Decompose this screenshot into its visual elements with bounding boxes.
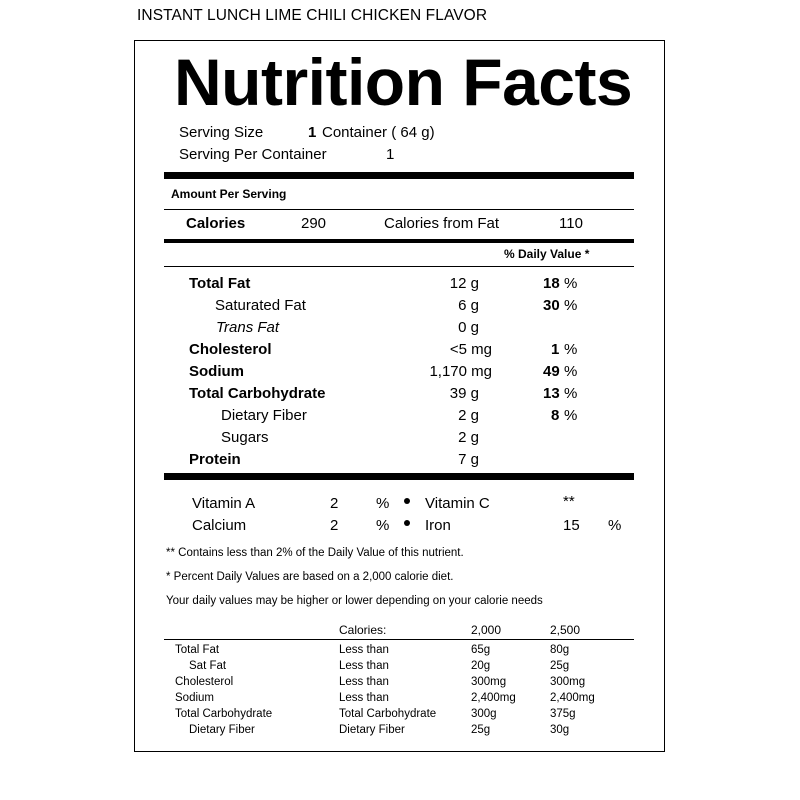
nutrient-amount: 1,170 mg <box>429 363 492 380</box>
calcium-value: 2 <box>330 517 339 534</box>
servings-per-container-label: Serving Per Container <box>179 146 327 163</box>
serving-size-amount: 1 <box>308 124 317 141</box>
nutrient-amount: 2 g <box>458 407 479 424</box>
reference-col-2000: 2,000 <box>471 623 502 637</box>
divider-thick <box>164 172 634 179</box>
nutrient-daily-value: 49 <box>543 363 560 380</box>
percent-sign: % <box>564 363 578 380</box>
nutrient-name: Protein <box>189 451 241 468</box>
iron-label: Iron <box>425 517 451 534</box>
nutrient-amount: 39 g <box>449 385 479 402</box>
reference-nutrient: Sat Fat <box>189 660 227 672</box>
percent-sign: % <box>564 275 578 292</box>
nutrient-name: Total Fat <box>189 275 251 292</box>
calories-label: Calories <box>186 215 246 232</box>
reference-value-2500: 2,400mg <box>550 692 595 704</box>
reference-value-2500: 25g <box>550 660 570 672</box>
reference-value-2500: 375g <box>550 708 576 720</box>
bullet-icon <box>404 520 410 526</box>
nutrient-name: Sodium <box>189 363 244 380</box>
calories-from-fat-label: Calories from Fat <box>384 215 500 232</box>
servings-per-container-value: 1 <box>386 146 395 163</box>
calcium-label: Calcium <box>192 517 247 534</box>
amount-per-serving: Amount Per Serving <box>171 187 287 201</box>
divider-thin <box>164 209 634 210</box>
divider-thin <box>164 266 634 267</box>
reference-value-2000: 65g <box>471 644 491 656</box>
nutrient-amount: 6 g <box>458 297 479 314</box>
nutrition-facts-panel <box>134 40 665 752</box>
reference-value-2500: 80g <box>550 644 570 656</box>
nutrient-name: Cholesterol <box>189 341 272 358</box>
divider-thick <box>164 473 634 480</box>
percent-sign: % <box>564 385 578 402</box>
reference-nutrient: Total Carbohydrate <box>175 708 273 720</box>
percent-sign: % <box>564 341 578 358</box>
nutrient-daily-value: 30 <box>543 297 560 314</box>
reference-value-2500: 300mg <box>550 676 586 688</box>
percent-sign: % <box>376 495 390 512</box>
nutrient-name: Sugars <box>221 429 269 446</box>
serving-size-label: Serving Size <box>179 124 264 141</box>
footnote-percent-basis: * Percent Daily Values are based on a 2,000 calorie diet. <box>166 571 454 583</box>
nutrient-name: Total Carbohydrate <box>189 385 326 402</box>
reference-value-2000: 2,400mg <box>471 692 516 704</box>
nutrient-daily-value: 18 <box>543 275 560 292</box>
calories-value: 290 <box>301 215 327 232</box>
nutrient-name: Saturated Fat <box>215 297 306 314</box>
nutrient-amount: 0 g <box>458 319 479 336</box>
percent-sign: % <box>608 517 622 534</box>
reference-value-2000: 20g <box>471 660 491 672</box>
calories-from-fat-value: 110 <box>559 215 583 232</box>
percent-sign: % <box>376 517 390 534</box>
serving-size-unit: Container ( 64 g) <box>322 124 435 141</box>
divider-medium <box>164 239 634 243</box>
nutrient-name: Dietary Fiber <box>221 407 307 424</box>
reference-nutrient: Cholesterol <box>175 676 234 688</box>
nutrient-amount: 12 g <box>449 275 479 292</box>
reference-value-2000: 300mg <box>471 676 507 688</box>
reference-limit: Less than <box>339 660 389 672</box>
nutrient-amount: 2 g <box>458 429 479 446</box>
product-name: INSTANT LUNCH LIME CHILI CHICKEN FLAVOR <box>137 7 488 24</box>
reference-limit: Dietary Fiber <box>339 724 405 736</box>
nutrient-daily-value: 8 <box>551 407 560 424</box>
percent-sign: % <box>564 407 578 424</box>
reference-limit: Total Carbohydrate <box>339 708 437 720</box>
vitamin-c-value: ** <box>563 493 575 510</box>
vitamin-a-label: Vitamin A <box>192 495 256 512</box>
iron-value: 15 <box>563 517 580 534</box>
divider-thin <box>164 639 634 640</box>
reference-limit: Less than <box>339 676 389 688</box>
reference-value-2500: 30g <box>550 724 570 736</box>
vitamin-a-value: 2 <box>330 495 339 512</box>
bullet-icon <box>404 498 410 504</box>
reference-limit: Less than <box>339 692 389 704</box>
reference-value-2000: 25g <box>471 724 491 736</box>
reference-calories-label: Calories: <box>339 623 387 637</box>
nutrient-name: Trans Fat <box>216 319 280 336</box>
percent-sign: % <box>564 297 578 314</box>
nutrient-amount: <5 mg <box>449 341 492 358</box>
vitamin-c-label: Vitamin C <box>425 495 490 512</box>
reference-nutrient: Total Fat <box>175 644 220 656</box>
reference-nutrient: Dietary Fiber <box>189 724 255 736</box>
reference-value-2000: 300g <box>471 708 497 720</box>
footnote-varies: Your daily values may be higher or lower depending on your calorie needs <box>166 595 543 607</box>
footnote-less-than-2: ** Contains less than 2% of the Daily Value of this nutrient. <box>166 547 464 559</box>
nutrition-facts-title: Nutrition Facts <box>174 45 633 119</box>
reference-col-2500: 2,500 <box>550 623 581 637</box>
reference-nutrient: Sodium <box>175 692 214 704</box>
reference-limit: Less than <box>339 644 389 656</box>
nutrient-amount: 7 g <box>458 451 479 468</box>
nutrient-daily-value: 1 <box>551 341 560 358</box>
nutrient-daily-value: 13 <box>543 385 560 402</box>
daily-value-header: % Daily Value * <box>504 247 590 261</box>
